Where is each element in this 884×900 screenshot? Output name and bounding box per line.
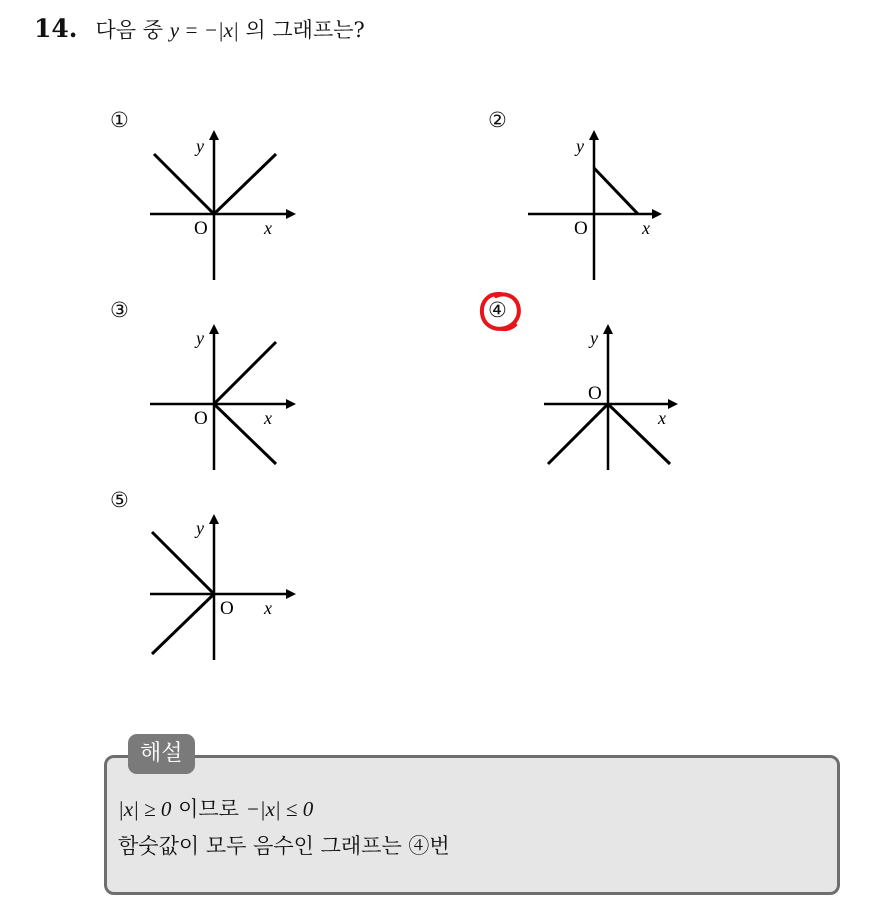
solution-math-1: |x| ≥ 0 (118, 797, 172, 821)
option-label: ③ (110, 298, 129, 322)
y-axis-label: y (576, 136, 584, 156)
solution-line-2: 함숫값이 모두 음수인 그래프는 ④번 (118, 834, 450, 858)
origin-label: O (194, 218, 208, 239)
option-label: ④ (488, 298, 507, 322)
origin-label: O (194, 408, 208, 429)
option-label: ⑤ (110, 488, 129, 512)
option-2[interactable] (488, 108, 688, 288)
option-label: ① (110, 108, 129, 132)
y-axis-label: y (590, 328, 598, 348)
answer-circle-icon (476, 288, 526, 336)
question-suffix: 의 그래프는? (238, 18, 365, 42)
x-axis-label: x (264, 218, 272, 238)
origin-label: O (588, 383, 602, 404)
x-axis-label: x (264, 408, 272, 428)
solution-line-1 (118, 793, 313, 823)
option-4[interactable] (488, 298, 688, 478)
option-label: ② (488, 108, 507, 132)
solution-tag: 해설 (128, 734, 195, 774)
graph-option-3 (110, 298, 310, 478)
question-equation: y = −|x| (169, 18, 239, 42)
solution-math-2: −|x| ≤ 0 (245, 797, 314, 821)
origin-label: O (574, 218, 588, 239)
origin-label: O (220, 598, 234, 619)
graph-option-1 (110, 108, 310, 288)
y-axis-label: y (196, 136, 204, 156)
solution-text-1: 이므로 (171, 797, 246, 821)
question-prefix: 다음 중 (95, 18, 170, 42)
option-1[interactable] (110, 108, 310, 288)
graph-option-5 (110, 488, 310, 668)
y-axis-label: y (196, 518, 204, 538)
graph-option-2 (488, 108, 688, 288)
x-axis-label: x (642, 218, 650, 238)
solution-box (104, 755, 840, 895)
question-text (96, 14, 365, 44)
y-axis-label: y (196, 328, 204, 348)
x-axis-label: x (264, 598, 272, 618)
x-axis-label: x (658, 408, 666, 428)
option-5[interactable] (110, 488, 310, 668)
question-number: 14. (34, 14, 78, 43)
option-3[interactable] (110, 298, 310, 478)
question (34, 14, 365, 44)
